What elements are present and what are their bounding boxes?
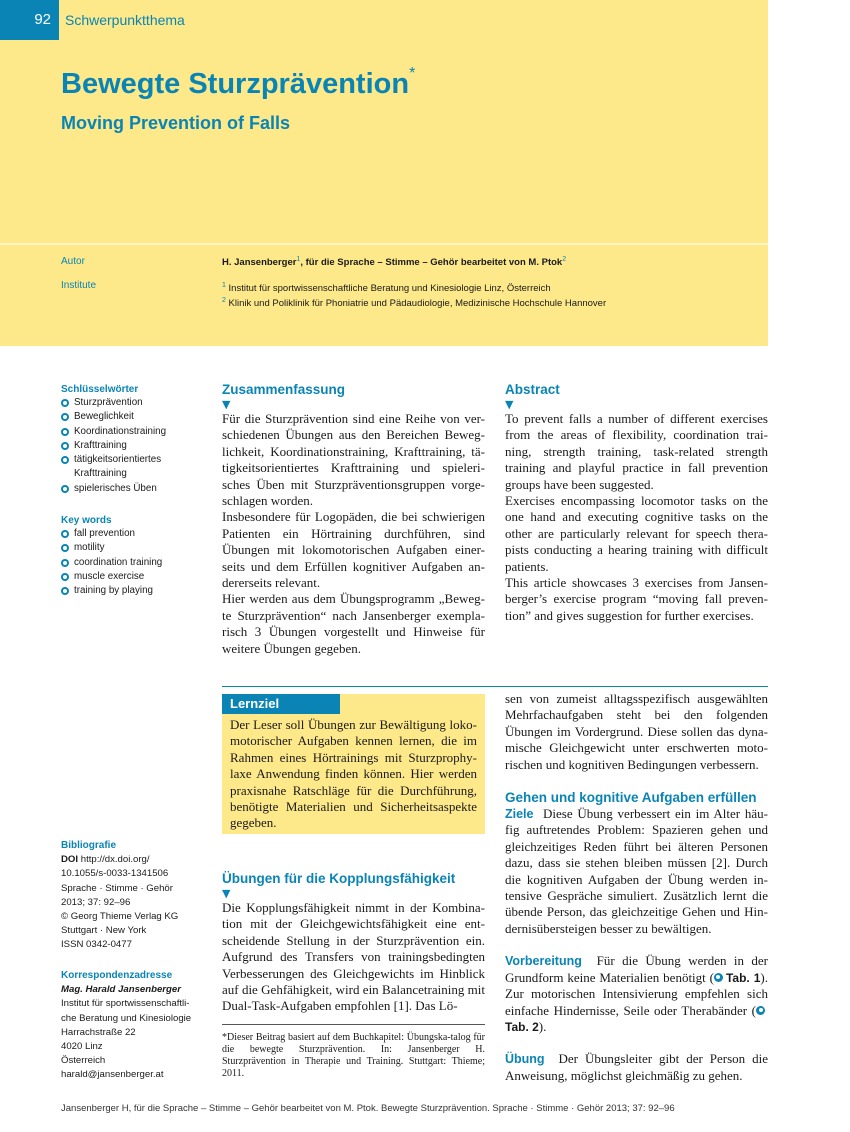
- keyword-item: muscle exercise: [61, 570, 209, 584]
- abstract-de: Zusammenfassung ▼ Für die Sturzprävention sind eine Reihe von ver-schiedenen Übungen aus den Bereichen Beweg-lichkeit, Koordinationstraining, Krafttraining, tä-tigkeitsorientiertes Krafttraining und spieleri-sches Üben mit Sturzpräventionsgruppen vorge-schlagen worden. Insbesondere für Logopäden, die bei schwierigen Patienten ein Hörtraining durchführen, sind Übungen mit lokomotorischen Aufgaben einer-seits und dem Erfüllen kognitiver Aufgaben an-dererseits relevant. Hier werden aus dem Übungsprogramm „Beweg-te Sturzprävention“ nach Jansenberger exempla-risch 3 Übungen vorgestellt und Hinweise für weitere Übungen gegeben.: [222, 382, 485, 656]
- keyword-item: tätigkeitsorientiertes Krafttraining: [61, 453, 209, 482]
- keyword-item: motility: [61, 541, 209, 555]
- learning-objective-label: Lernziel: [222, 694, 340, 714]
- institute-item: $^1$ Institut für sportwissenschaftliche Beratung und Kinesiologie Linz, Österreich: [222, 282, 551, 295]
- correspondence-heading: Korrespondenzadresse: [61, 970, 173, 981]
- doi-link[interactable]: http://dx.doi.org/: [80, 854, 150, 866]
- triangle-down-icon: ▼: [222, 398, 231, 411]
- bibliography-heading: Bibliografie: [61, 840, 117, 851]
- keywords-en: [61, 515, 209, 598]
- article-title: Bewegte Sturzprävention*: [61, 65, 416, 100]
- uebung-label: Übung: [505, 1052, 545, 1067]
- keywords-de: [61, 384, 209, 496]
- table-ref-2[interactable]: Tab. 2: [505, 1004, 768, 1034]
- institute-list: [222, 280, 606, 310]
- bullet-icon: [61, 399, 69, 407]
- footnote: *Dieser Beitrag basiert auf dem Buchkapitel: Übungska-talog für die bewegte Sturzprävention. In: Jansenberger H. Sturzprävention in Therapie und Training. Stuttgart: Thieme; 2011.: [222, 1032, 485, 1079]
- email-link[interactable]: harald@jansenberger.at: [61, 1069, 164, 1081]
- bullet-icon: [61, 587, 69, 595]
- right-column: [505, 691, 768, 1084]
- section-text: Die Kopplungsfähigkeit nimmt in der Kombina-tion mit der Gleichgewichtsfähigkeit eine ent-scheidende Stellung in der Sturzprävention ein. Aufgrund des Transfers von trainingsbedingten Verbesserungen des Gleichgewichts im Hinblick auf die Gehfähigkeit, wird ein Balancetraining mit Dual-Task-Aufgaben empfohlen [1]. Das Lö-: [222, 900, 485, 1014]
- bullet-icon: [61, 485, 69, 493]
- institute-item: $^2$ Klinik und Poliklinik für Phoniatrie und Pädaudiologie, Medizinische Hochschule Hannover: [222, 297, 607, 310]
- continued-text: sen von zumeist alltagsspezifisch ausgewählten Mehrfachaufgaben steht bei den folgenden Übungen im Vordergrund. Diese sollen das dyna-mische Gleichgewicht unter erschwerten moto-rischen und kognitiven Bedingungen verbessern.: [505, 691, 768, 772]
- section-label: Schwerpunktthema: [65, 12, 185, 28]
- ziele-paragraph: Ziele Diese Übung verbessert ein im Alter häu-fig auftretendes Problem: Spazieren gehen und gleichzeitiges Reden führt bei älteren Personen dazu, dass sie stehen bleiben müssen [2]. Durch die kognitiven Aufgaben der Übung werden in-tensive Gespräche simuliert. Zusätzlich lernt die übende Person, das gleichzeitige Gehen und Hin-dernisübersteigen besser zu bewältigen.: [505, 806, 768, 936]
- abstract-en: Abstract ▼ To prevent falls a number of different exercises from the areas of flexibility, coordination trai-ning, strength training, task-related strength training and playful practice in fall prevention groups have been suggested. Exercises encompassing locomotor tasks on the one hand and executing cognitive tasks on the other are particularly relevant for speech thera-pists conducting a hearing training with difficult patients. This article showcases 3 exercises from Jansen-berger’s exercise program “moving fall preven-tion” and gives suggestion for further exercises.: [505, 382, 768, 623]
- abstract-rule: [222, 686, 768, 687]
- ziele-label: Ziele: [505, 807, 534, 822]
- keyword-item: fall prevention: [61, 527, 209, 541]
- triangle-down-icon: ▼: [222, 887, 231, 900]
- keyword-item: coordination training: [61, 556, 209, 570]
- learning-objective-text: Der Leser soll Übungen zur Bewältigung loko-motorischer Aufgaben kennen lernen, die im Rahmen eines Hörtrainings mit Sturzprophy-laxe Anwendung finden können. Hier werden praxisnahe Ratschläge für die Durchführung, benötigte Materialien und Sicherheitsaspekte gegeben.: [230, 717, 477, 831]
- author-line: H. Jansenberger$^1$, für die Sprache – Stimme – Gehör bearbeitet von M. Ptok$^2$: [222, 256, 567, 269]
- abstract-en-heading: Abstract: [505, 382, 560, 397]
- bullet-icon: [61, 428, 69, 436]
- subsection-heading: Gehen und kognitive Aufgaben erfüllen: [505, 790, 757, 806]
- section-kopplung: [222, 871, 485, 1015]
- author-label: Autor: [61, 256, 85, 267]
- bullet-icon: [61, 413, 69, 421]
- bullet-icon: [61, 530, 69, 538]
- correspondence: Korrespondenzadresse Mag. Harald Jansenberger Institut für sportwissenschaftli- che Beratung und Kinesiologie Harrachstraße 22 4020 Linz Österreich harald@jansenberger.at: [61, 969, 211, 1083]
- reference-arrow-icon: [714, 973, 723, 982]
- reference-arrow-icon: [756, 1006, 765, 1015]
- keyword-item: Koordinationstraining: [61, 425, 209, 439]
- title-footnote-mark: *: [409, 65, 416, 83]
- institute-label: Institute: [61, 280, 97, 291]
- bullet-icon: [61, 544, 69, 552]
- vorbereitung-label: Vorbereitung: [505, 954, 582, 969]
- abstract-de-heading: Zusammenfassung: [222, 382, 346, 397]
- learning-objective-box: [222, 694, 485, 834]
- keyword-item: training by playing: [61, 584, 209, 598]
- page-number: 92: [0, 0, 59, 40]
- keyword-item: Sturzprävention: [61, 396, 209, 410]
- keyword-item: spielerisches Üben: [61, 482, 209, 496]
- keywords-en-heading: Key words: [61, 515, 112, 526]
- keywords-de-heading: Schlüsselwörter: [61, 384, 139, 395]
- footnote-rule: [222, 1024, 485, 1025]
- doi-label: DOI: [61, 854, 79, 866]
- uebung-paragraph: Übung Der Übungsleiter gibt der Person die Anweisung, möglichst gleichmäßig zu gehen.: [505, 1051, 769, 1083]
- bullet-icon: [61, 559, 69, 567]
- table-ref-1[interactable]: Tab. 1: [714, 971, 760, 985]
- keyword-item: Beweglichkeit: [61, 410, 209, 424]
- keyword-item: Krafttraining: [61, 439, 209, 453]
- article-subtitle: Moving Prevention of Falls: [61, 113, 291, 133]
- correspondence-name: Mag. Harald Jansenberger: [61, 984, 181, 996]
- vorbereitung-paragraph: Vorbereitung Für die Übung werden in der Grundform keine Materialien benötigt ( Tab. 1). Zur motorischen Intensivierung empfehlen sich einfache Hindernisse, Seile oder Therabänder (Tab. 2).: [505, 953, 768, 1034]
- section-heading: Übungen für die Kopplungsfähigkeit: [222, 871, 456, 886]
- triangle-down-icon: ▼: [505, 398, 514, 411]
- bullet-icon: [61, 442, 69, 450]
- bibliography: Bibliografie DOI http://dx.doi.org/ 10.1055/s-0033-1341506 Sprache · Stimme · Gehör 2013; 37: 92–96 © Georg Thieme Verlag KG Stuttgart · New York ISSN 0342-0477: [61, 839, 211, 953]
- footer-citation: Jansenberger H, für die Sprache – Stimme – Gehör bearbeitet von M. Ptok. Bewegte Sturzprävention. Sprache · Stimme · Gehör 2013; 37: 92–96: [61, 1103, 675, 1114]
- bullet-icon: [61, 456, 69, 464]
- bullet-icon: [61, 573, 69, 581]
